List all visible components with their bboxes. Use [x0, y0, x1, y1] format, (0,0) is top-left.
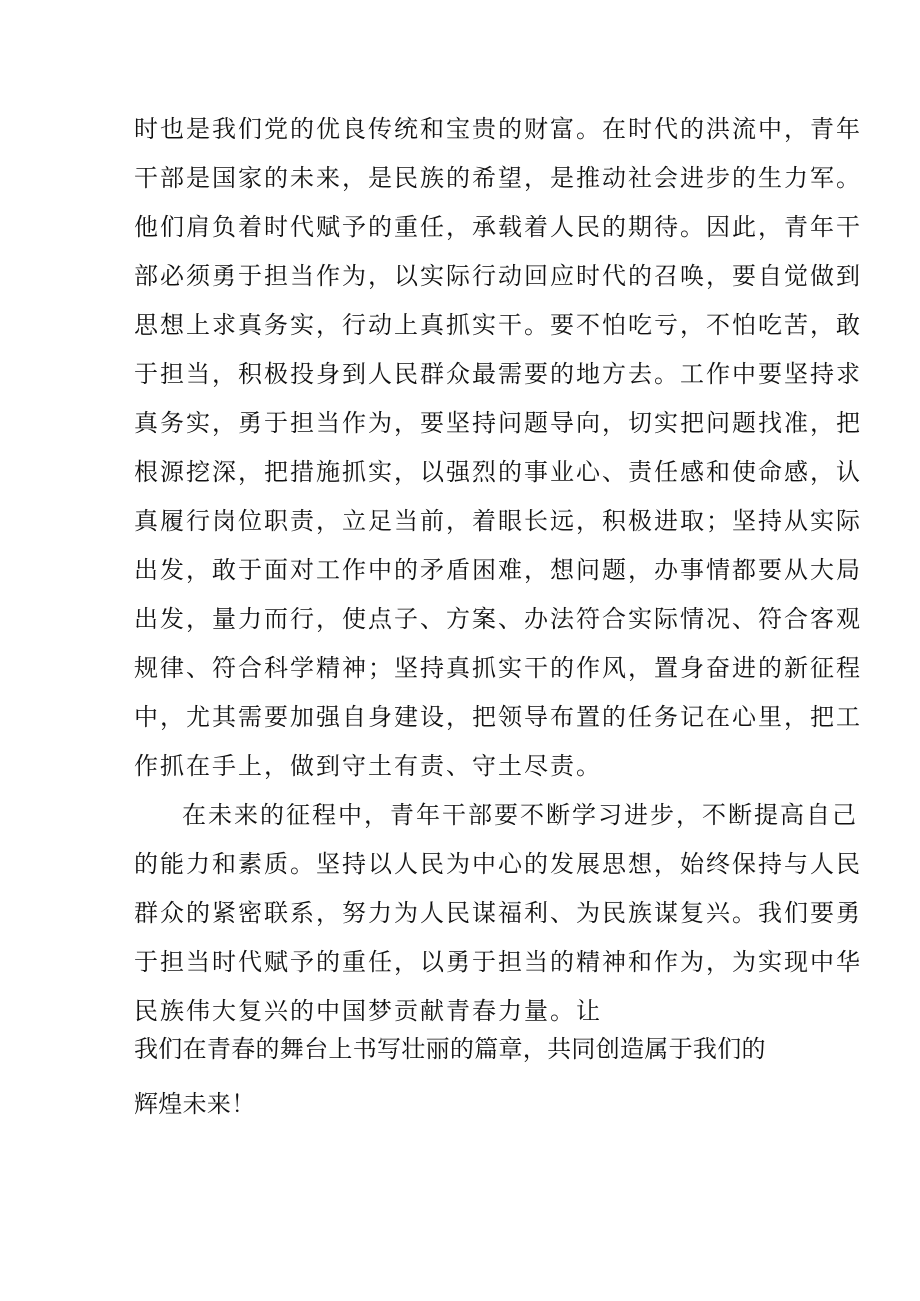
paragraph-line: 我们在青春的舞台上书写壮丽的篇章，共同创造属于我们的	[134, 1035, 766, 1063]
paragraph-line: 出发，敢于面对工作中的矛盾困难，想问题，办事情都要从大局	[134, 556, 862, 584]
paragraph-line: 出发，量力而行，使点子、方案、办法符合实际情况、符合客观	[134, 605, 862, 633]
paragraph-line: 民族伟大复兴的中国梦贡献青春力量。让	[134, 997, 602, 1025]
paragraph-line: 规律、符合科学精神；坚持真抓实干的作风，置身奋进的新征程	[134, 654, 862, 682]
paragraph-line: 中，尤其需要加强自身建设，把领导布置的任务记在心里，把工	[134, 703, 862, 731]
paragraph-line: 时也是我们党的优良传统和宝贵的财富。在时代的洪流中，青年	[134, 115, 862, 143]
paragraph-line: 真履行岗位职责，立足当前，着眼长远，积极进取；坚持从实际	[134, 507, 862, 535]
paragraph-line: 部必须勇于担当作为，以实际行动回应时代的召唤，要自觉做到	[134, 262, 862, 290]
paragraph-line: 作抓在手上，做到守土有责、守土尽责。	[134, 752, 602, 780]
paragraph-line: 根源挖深，把措施抓实，以强烈的事业心、责任感和使命感，认	[134, 458, 862, 486]
paragraph-line: 的能力和素质。坚持以人民为中心的发展思想，始终保持与人民	[134, 850, 862, 878]
paragraph-line: 于担当时代赋予的重任，以勇于担当的精神和作为，为实现中华	[134, 948, 862, 976]
paragraph-line: 辉煌未来！	[134, 1090, 256, 1118]
paragraph-line: 他们肩负着时代赋予的重任，承载着人民的期待。因此，青年干	[134, 213, 862, 241]
paragraph-line: 群众的紧密联系，努力为人民谋福利、为民族谋复兴。我们要勇	[134, 899, 862, 927]
paragraph-line: 干部是国家的未来，是民族的希望，是推动社会进步的生力军。	[134, 164, 862, 192]
paragraph-line: 真务实，勇于担当作为，要坚持问题导向，切实把问题找准，把	[134, 409, 862, 437]
paragraph-line: 于担当，积极投身到人民群众最需要的地方去。工作中要坚持求	[134, 360, 862, 388]
paragraph-line: 思想上求真务实，行动上真抓实干。要不怕吃亏，不怕吃苦，敢	[134, 311, 862, 339]
paragraph-first-line: 在未来的征程中，青年干部要不断学习进步，不断提高自己	[182, 801, 858, 829]
